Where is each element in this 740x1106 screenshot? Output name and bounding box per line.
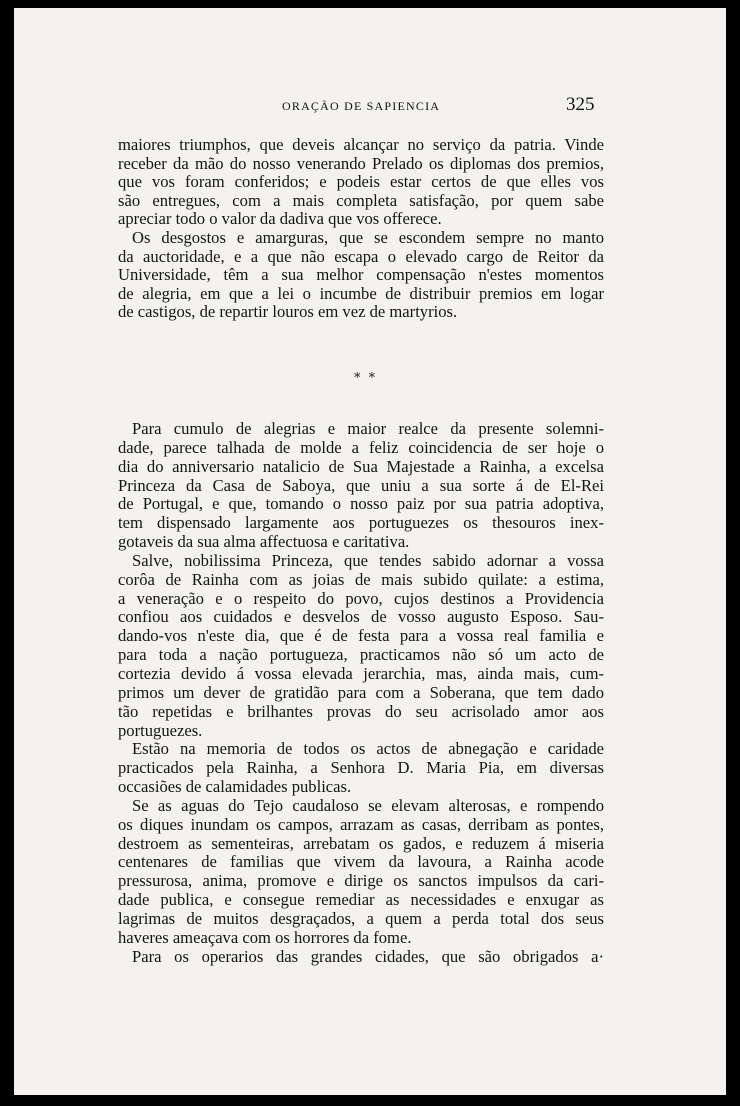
text-line: gotaveis da sua alma affectuosa e caritativa.	[118, 532, 410, 552]
text-line: receber da mão do nosso venerando Prelado os diplomas dos premios,	[118, 153, 604, 173]
text-line: de castigos, de repartir louros em vez de martyrios.	[118, 302, 458, 322]
text-line: Salve, nobilissima Princeza, que tendes sabido adornar a vossa	[132, 550, 604, 570]
text-line: a veneração e o respeito do povo, cujos destinos a Providencia	[118, 588, 604, 608]
text-line: practicados pela Rainha, a Senhora D. Maria Pia, em diversas	[118, 758, 604, 778]
running-title: ORAÇÃO DE SAPIENCIA	[282, 99, 441, 113]
text-line: dia do anniversario natalicio de Sua Majestade a Rainha, a excelsa	[118, 456, 604, 476]
page-number: 325	[566, 94, 595, 115]
text-line: haveres ameaçava com os horrores da fome.	[118, 927, 412, 947]
text-line: dando-vos n'este dia, que é de festa para a vossa real familia e	[118, 626, 604, 646]
scanned-page	[14, 8, 726, 1095]
text-line: dade publica, e consegue remediar as necessidades e enxugar as	[118, 890, 604, 910]
text-line: occasiões de calamidades publicas.	[118, 777, 352, 797]
text-line: primos um dever de gratidão para com a Soberana, que tem dado	[118, 682, 604, 702]
text-line: Estão na memoria de todos os actos de abnegação e caridade	[132, 739, 604, 759]
text-line: Para cumulo de alegrias e maior realce da presente solemni-	[132, 419, 604, 438]
text-line: pressurosa, anima, promove e dirige os sanctos impulsos da cari-	[118, 871, 604, 891]
text-line: tão repetidas e brilhantes provas do seu acrisolado amor aos	[118, 701, 604, 721]
text-line: Os desgostos e amarguras, que se escondem sempre no manto	[132, 227, 604, 247]
text-line: apreciar todo o valor da dadiva que vos offerece.	[118, 209, 442, 229]
text-line: de alegria, em que a lei o incumbe de distribuir premios em logar	[118, 283, 604, 303]
text-line: para toda a nação portugueza, practicamos não só um acto de	[118, 645, 604, 665]
text-line: dade, parece talhada de molde a feliz coincidencia de ser hoje o	[118, 437, 604, 457]
text-line: cortezia devido á vossa elevada jerarchia, mas, ainda mais, cum-	[118, 663, 604, 683]
text-line: são entregues, com a mais completa satisfação, por quem sabe	[118, 190, 604, 210]
body-text-section-1	[118, 136, 604, 322]
text-line: da auctoridade, e a que não escapa o elevado cargo de Reitor da	[118, 246, 604, 266]
text-line: de Portugal, e que, tomando o nosso paiz por sua patria adoptiva,	[118, 494, 604, 514]
text-line: tem dispensado largamente aos portuguezes os thesouros inex-	[118, 513, 604, 533]
text-line: Se as aguas do Tejo caudaloso se elevam alterosas, e rompendo	[132, 795, 604, 815]
text-line: que vos foram conferidos; e podeis estar certos de que elles vos	[118, 172, 604, 192]
text-line: Princeza da Casa de Saboya, que uniu a sua sorte á de El-Rei	[118, 475, 604, 495]
text-line: maiores triumphos, que deveis alcançar no serviço da patria. Vinde	[118, 135, 604, 154]
text-line: centenares de familias que vivem da lavoura, a Rainha acode	[118, 852, 604, 872]
text-line: os diques inundam os campos, arrazam as casas, derribam as pontes,	[118, 814, 604, 834]
text-line: portuguezes.	[118, 720, 203, 740]
text-line: Universidade, têm a sua melhor compensação n'estes momentos	[118, 265, 604, 285]
body-text-section-2	[118, 420, 604, 966]
text-line: confiou aos cuidados e desvelos de vosso augusto Esposo. Sau-	[118, 607, 604, 627]
text-line: corôa de Rainha com as joias de mais subido quilate: a estima,	[118, 569, 604, 589]
text-line: Para os operarios das grandes cidades, que são obrigados a·	[132, 946, 604, 966]
section-ornament: * *	[354, 371, 378, 386]
text-line: destroem as sementeiras, arrebatam os gados, e reduzem á miseria	[118, 833, 604, 853]
text-line: lagrimas de muitos desgraçados, a quem a perda total dos seus	[118, 908, 604, 928]
